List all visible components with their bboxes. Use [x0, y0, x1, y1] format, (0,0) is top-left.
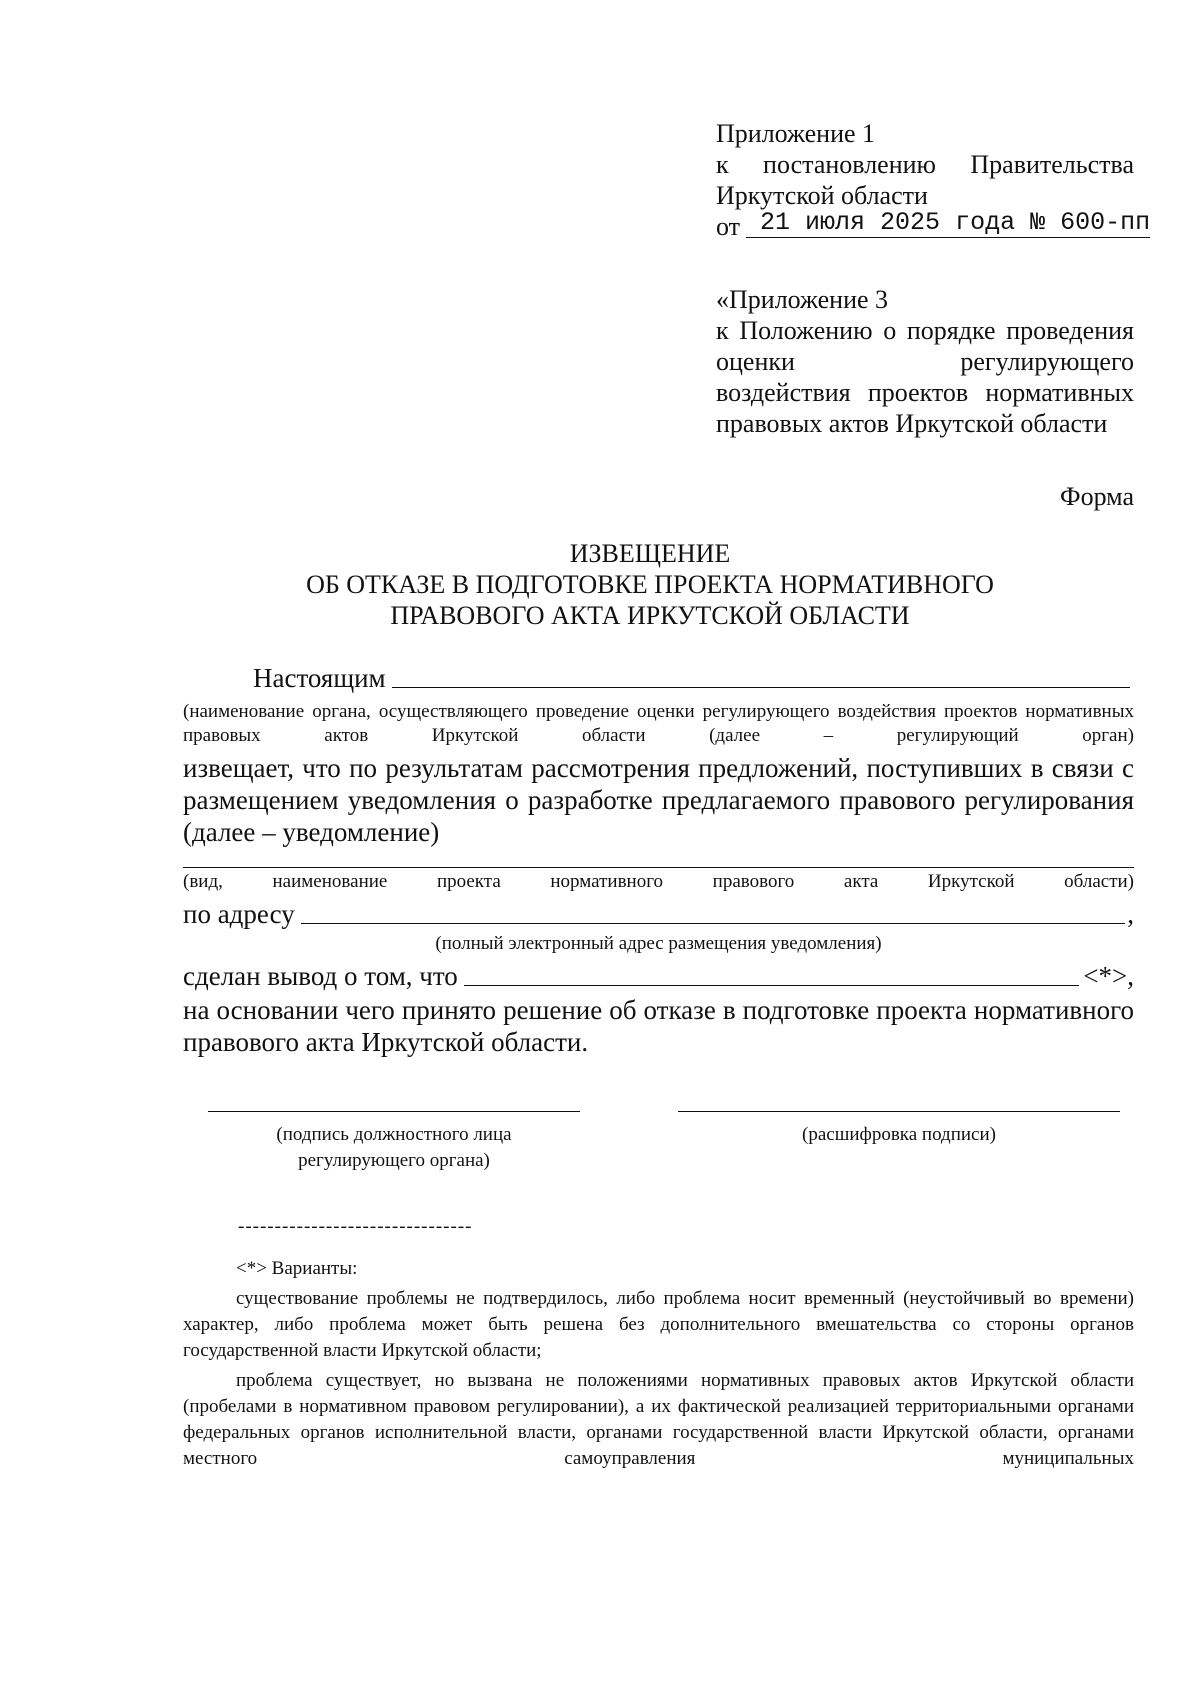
- address-blank[interactable]: [301, 922, 1126, 924]
- conclusion-row: [183, 960, 1134, 992]
- conclusion-row-block: [183, 960, 1134, 992]
- appendix-3-title: «Приложение 3: [716, 285, 889, 314]
- signature-right: [678, 1110, 1120, 1148]
- signature-decoding-note: (расшифровка подписи): [802, 1124, 996, 1145]
- intro-row: [183, 662, 1134, 694]
- appendix-3-line5: правовых актов Иркутской области: [716, 409, 1108, 438]
- intro-word: Настоящим: [253, 663, 386, 693]
- appendix-3-line3: оценки регулирующего: [716, 347, 1134, 376]
- footnote-heading: <*> Варианты:: [236, 1258, 358, 1279]
- appendix-1-date-row: [716, 208, 1151, 242]
- appendix-1-line2: к постановлению Правительства: [716, 150, 1134, 179]
- intro-row-block: [183, 662, 1134, 694]
- signature-note: (подпись должностного лица регулирующего органа): [276, 1124, 512, 1171]
- appendix-1-title: Приложение 1: [716, 119, 876, 148]
- title-line-3: ПРАВОВОГО АКТА ИРКУТСКОЙ ОБЛАСТИ: [390, 601, 910, 630]
- organ-name-blank[interactable]: [392, 686, 1130, 688]
- paragraph-1: извещает, что по результатам рассмотрения предложений, поступивших в связи с размещением уведомления о разработке предлагаемого правового регулирования (далее – уведомление): [183, 753, 1134, 847]
- signature-left: [208, 1110, 580, 1174]
- signature-decoding-line[interactable]: [678, 1110, 1120, 1112]
- address-row: [183, 898, 1134, 930]
- appendix-3-block: [716, 284, 1134, 439]
- title-line-1: ИЗВЕЩЕНИЕ: [569, 539, 731, 568]
- conclusion-label: сделан вывод о том, что: [183, 961, 458, 991]
- document-title: [180, 538, 1120, 631]
- footnote-block: [183, 1256, 1134, 1476]
- act-name-blank[interactable]: [183, 866, 1134, 868]
- footnote-variant-1: существование проблемы не подтвердилось, либо проблема носит временный (неустойчивый во времени) характер, либо проблема может быть решена без дополнительного вмешательства со стороны органов государственной власти Иркутской области;: [183, 1288, 1134, 1361]
- title-line-2: ОБ ОТКАЗЕ В ПОДГОТОВКЕ ПРОЕКТА НОРМАТИВНОГО: [306, 570, 994, 599]
- footnote-separator: --------------------------------: [238, 1216, 473, 1237]
- footnote-variant-2: проблема существует, но вызвана не положениями нормативных правовых актов Иркутской области (пробелами в нормативном правовом регулировании), а их фактической реализацией территориальными органами федеральных органов исполнительной власти, органами государственной власти Иркутской области, органами местного самоуправления муниципальных: [183, 1370, 1134, 1469]
- address-end: ,: [1127, 899, 1134, 929]
- appendix-3-line2: к Положению о порядке проведения: [716, 316, 1134, 345]
- act-note: (вид, наименование проекта нормативного правового акта Иркутской области): [183, 871, 1134, 892]
- conclusion-mark: <*>,: [1083, 961, 1134, 991]
- conclusion-blank[interactable]: [464, 984, 1079, 986]
- appendix-3-line4: воздействия проектов нормативных: [716, 378, 1134, 407]
- date-prefix: от: [716, 212, 741, 241]
- address-row-block: [183, 898, 1134, 930]
- form-label: Форма: [1060, 482, 1134, 511]
- appendix-1-block: [716, 118, 1151, 242]
- organ-note: (наименование органа, осуществляющего проведение оценки регулирующего воздействия проектов нормативных правовых актов Иркутской области (далее – регулирующий орган): [183, 701, 1134, 746]
- address-label: по адресу: [183, 899, 295, 929]
- date-value: 21 июля 2025 года № 600-пп: [746, 209, 1150, 238]
- address-note: (полный электронный адрес размещения уведомления): [435, 933, 882, 954]
- appendix-1-line3: Иркутской области: [716, 181, 928, 210]
- decision-text: на основании чего принято решение об отказе в подготовке проекта нормативного правового акта Иркутской области.: [183, 995, 1134, 1057]
- signature-line[interactable]: [208, 1110, 580, 1112]
